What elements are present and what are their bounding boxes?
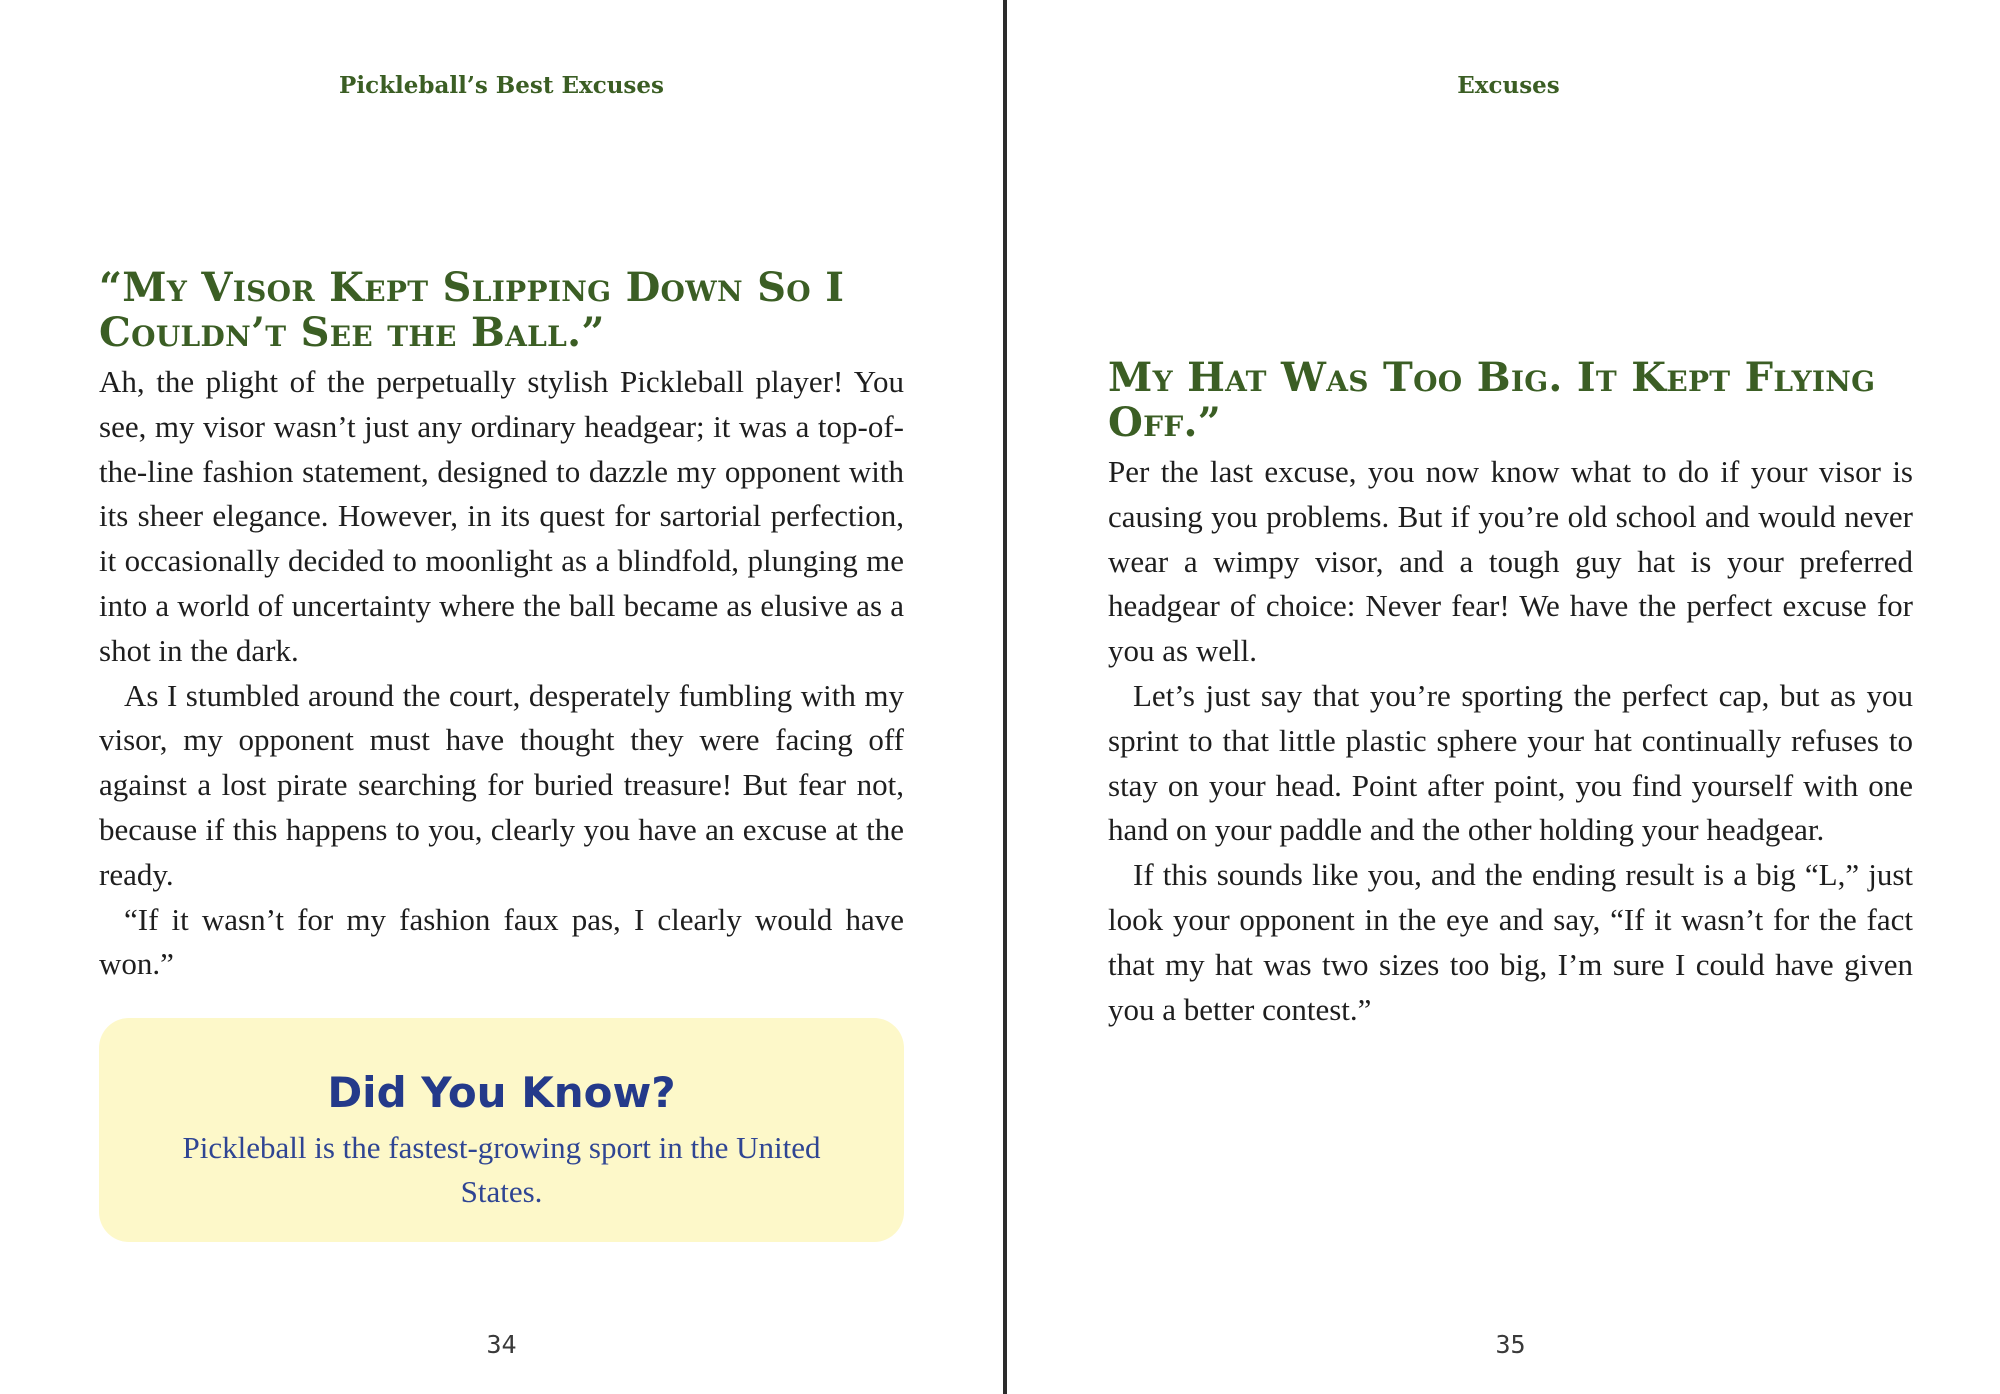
did-you-know-box	[99, 1018, 904, 1242]
paragraph: If this sounds like you, and the ending result is a big “L,” just look your opponent in the eye and say, “If it wasn’t for the fact that my hat was two sizes too big, I’m sure I could have given you a better contest.”	[1108, 857, 1913, 1027]
running-head-right: Excuses	[1457, 72, 1560, 99]
paragraph: Ah, the plight of the perpetually stylish Pickleball player! You see, my visor wasn’t just any ordinary headgear; it was a top-of-the-line fashion statement, designed to dazzle my opponent with its sheer elegance. However, in its quest for sartorial perfection, it occasionally decided to moonlight as a blindfold, plunging me into a world of uncertainty where the ball became as elusive as a shot in the dark.	[99, 364, 904, 668]
page-number-left: 34	[486, 1330, 517, 1359]
page-number-right: 35	[1495, 1330, 1526, 1359]
did-you-know-title: Did You Know?	[327, 1068, 676, 1117]
right-body-text	[1108, 450, 1913, 1032]
paragraph: Let’s just say that you’re sporting the perfect cap, but as you sprint to that little plastic sphere your hat continually refuses to stay on your head. Point after point, you find yourself with one hand on your paddle and the other holding your headgear.	[1108, 677, 1913, 848]
excuse-heading-hat: My Hat Was Too Big. It Kept Flying Off.”	[1108, 354, 1876, 446]
left-body-text	[99, 360, 904, 987]
paragraph: “If it wasn’t for my fashion faux pas, I clearly would have won.”	[99, 901, 904, 982]
running-head-left: Pickleball’s Best Excuses	[339, 72, 664, 99]
paragraph: As I stumbled around the court, desperately fumbling with my visor, my opponent must have thought they were facing off against a lost pirate searching for buried treasure! But fear not, because if this happens to you, clearly you have an excuse at the ready.	[99, 677, 904, 892]
right-page	[1007, 0, 2000, 1394]
did-you-know-text: Pickleball is the fastest-growing sport in the United States.	[182, 1130, 821, 1209]
excuse-heading-visor: “My Visor Kept Slipping Down So I Couldn’t See the Ball.”	[99, 264, 845, 356]
paragraph: Per the last excuse, you now know what to do if your visor is causing you problems. But if you’re old school and would never wear a wimpy visor, and a tough guy hat is your preferred headgear of choice: Never fear! We have the perfect excuse for you as well.	[1108, 454, 1913, 669]
